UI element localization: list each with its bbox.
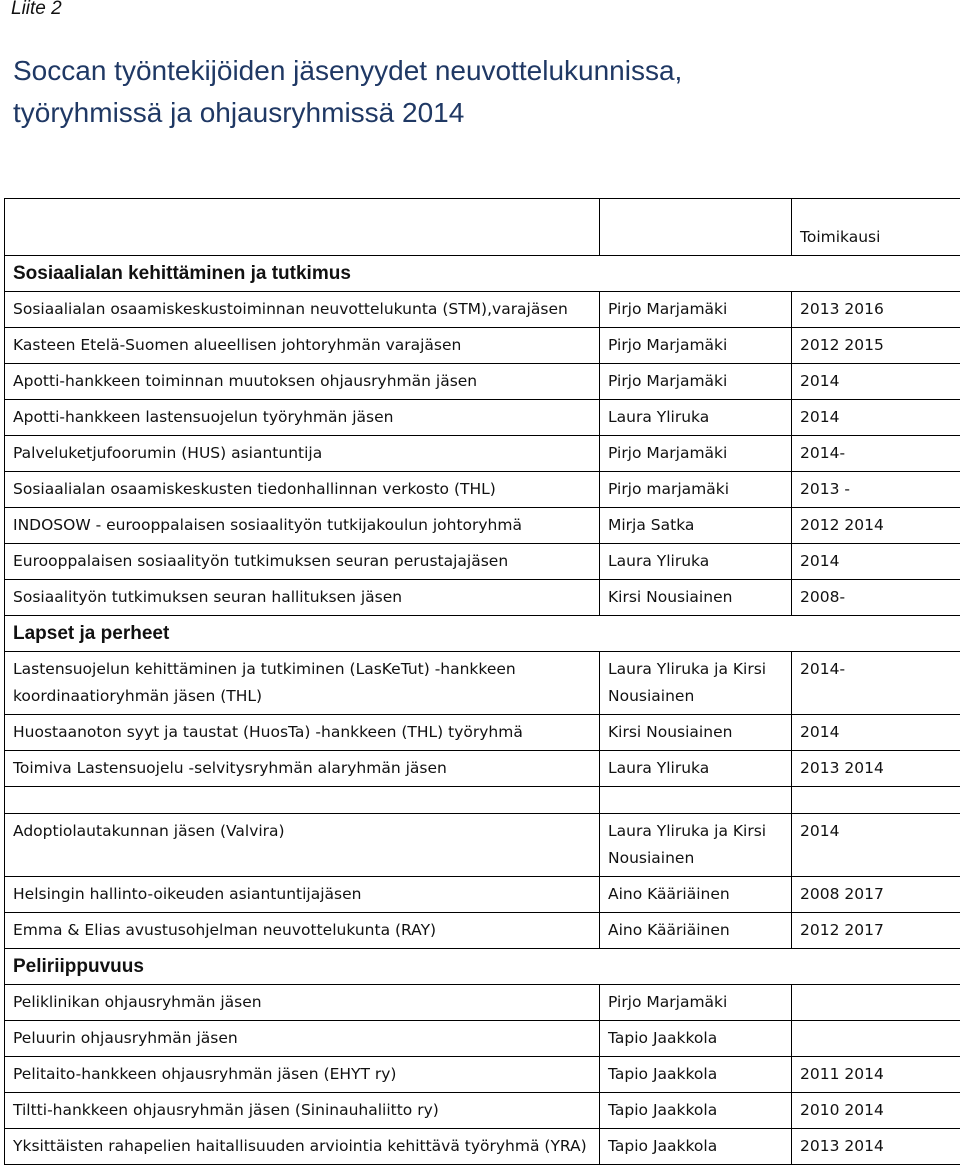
task-cell: Huostaanoton syyt ja taustat (HuosTa) -hankkeen (THL) työryhmä bbox=[5, 715, 600, 751]
period-cell: 2008- bbox=[792, 580, 960, 616]
task-cell: Palveluketjufoorumin (HUS) asiantuntija bbox=[5, 436, 600, 472]
period-cell: 2014 bbox=[792, 715, 960, 751]
period-cell: 2014- bbox=[792, 652, 960, 715]
table-row bbox=[5, 508, 960, 544]
period-cell: 2013 2014 bbox=[792, 751, 960, 787]
table-row bbox=[5, 472, 960, 508]
person-cell: Kirsi Nousiainen bbox=[600, 715, 792, 751]
title-line-1: Soccan työntekijöiden jäsenyydet neuvottelukunnissa, bbox=[13, 55, 682, 86]
page-title bbox=[13, 50, 682, 134]
task-cell: Lastensuojelun kehittäminen ja tutkiminen (LasKeTut) -hankkeen koordinaatioryhmän jäsen (THL) bbox=[5, 652, 600, 715]
task-cell: Emma & Elias avustusohjelman neuvottelukunta (RAY) bbox=[5, 913, 600, 949]
period-cell: 2012 2015 bbox=[792, 328, 960, 364]
period-cell: 2013 - bbox=[792, 472, 960, 508]
period-cell: 2008 2017 bbox=[792, 877, 960, 913]
table-row bbox=[5, 913, 960, 949]
person-cell: Pirjo marjamäki bbox=[600, 472, 792, 508]
table-row bbox=[5, 985, 960, 1021]
period-cell bbox=[792, 985, 960, 1021]
task-cell: Helsingin hallinto-oikeuden asiantuntijajäsen bbox=[5, 877, 600, 913]
period-cell: 2014 bbox=[792, 814, 960, 877]
person-cell: Pirjo Marjamäki bbox=[600, 328, 792, 364]
person-cell: Laura Yliruka bbox=[600, 751, 792, 787]
table-row bbox=[5, 544, 960, 580]
task-cell: INDOSOW - eurooppalaisen sosiaalityön tutkijakoulun johtoryhmä bbox=[5, 508, 600, 544]
table-row bbox=[5, 1057, 960, 1093]
table-row bbox=[5, 877, 960, 913]
task-cell: Kasteen Etelä-Suomen alueellisen johtoryhmän varajäsen bbox=[5, 328, 600, 364]
table-row bbox=[5, 751, 960, 787]
person-cell: Pirjo Marjamäki bbox=[600, 364, 792, 400]
table-row bbox=[5, 292, 960, 328]
period-cell: 2014 bbox=[792, 364, 960, 400]
person-cell: Laura Yliruka bbox=[600, 400, 792, 436]
period-cell: 2012 2017 bbox=[792, 913, 960, 949]
person-cell: Tapio Jaakkola bbox=[600, 1021, 792, 1057]
person-cell: Pirjo Marjamäki bbox=[600, 985, 792, 1021]
table-row bbox=[5, 1093, 960, 1129]
title-line-2: työryhmissä ja ohjausryhmissä 2014 bbox=[13, 97, 464, 128]
task-cell: Pelitaito-hankkeen ohjausryhmän jäsen (EHYT ry) bbox=[5, 1057, 600, 1093]
period-cell: 2014 bbox=[792, 400, 960, 436]
task-cell: Sosiaalialan osaamiskeskustoiminnan neuvottelukunta (STM),varajäsen bbox=[5, 292, 600, 328]
table-row bbox=[5, 1021, 960, 1057]
table-row bbox=[5, 400, 960, 436]
section-heading-row bbox=[5, 256, 960, 292]
section-heading: Peliriippuvuus bbox=[5, 949, 960, 985]
period-cell: 2013 2014 bbox=[792, 1129, 960, 1165]
person-cell: Laura Yliruka ja Kirsi Nousiainen bbox=[600, 652, 792, 715]
task-cell: Sosiaalialan osaamiskeskusten tiedonhallinnan verkosto (THL) bbox=[5, 472, 600, 508]
task-cell: Apotti-hankkeen lastensuojelun työryhmän jäsen bbox=[5, 400, 600, 436]
section-heading-row bbox=[5, 949, 960, 985]
period-cell: 2010 2014 bbox=[792, 1093, 960, 1129]
person-cell: Kirsi Nousiainen bbox=[600, 580, 792, 616]
person-cell: Laura Yliruka bbox=[600, 544, 792, 580]
task-cell: Peliklinikan ohjausryhmän jäsen bbox=[5, 985, 600, 1021]
table-row bbox=[5, 580, 960, 616]
person-cell: Mirja Satka bbox=[600, 508, 792, 544]
person-cell: Laura Yliruka ja Kirsi Nousiainen bbox=[600, 814, 792, 877]
task-cell: Adoptiolautakunnan jäsen (Valvira) bbox=[5, 814, 600, 877]
period-cell: 2012 2014 bbox=[792, 508, 960, 544]
person-cell: Pirjo Marjamäki bbox=[600, 436, 792, 472]
table-row bbox=[5, 328, 960, 364]
period-cell bbox=[792, 1021, 960, 1057]
task-cell: Toimiva Lastensuojelu -selvitysryhmän alaryhmän jäsen bbox=[5, 751, 600, 787]
section-heading-row bbox=[5, 616, 960, 652]
task-cell: Apotti-hankkeen toiminnan muutoksen ohjausryhmän jäsen bbox=[5, 364, 600, 400]
membership-table bbox=[4, 198, 960, 1165]
section-heading: Lapset ja perheet bbox=[5, 616, 960, 652]
period-cell: 2011 2014 bbox=[792, 1057, 960, 1093]
spacer-row bbox=[5, 787, 960, 814]
task-cell: Eurooppalaisen sosiaalityön tutkimuksen seuran perustajajäsen bbox=[5, 544, 600, 580]
table-row bbox=[5, 652, 960, 715]
section-heading: Sosiaalialan kehittäminen ja tutkimus bbox=[5, 256, 960, 292]
task-cell: Peluurin ohjausryhmän jäsen bbox=[5, 1021, 600, 1057]
table-row bbox=[5, 1129, 960, 1165]
table-row bbox=[5, 436, 960, 472]
task-cell: Tiltti-hankkeen ohjausryhmän jäsen (Sininauhaliitto ry) bbox=[5, 1093, 600, 1129]
person-cell: Aino Kääriäinen bbox=[600, 877, 792, 913]
person-cell: Tapio Jaakkola bbox=[600, 1057, 792, 1093]
table-row bbox=[5, 364, 960, 400]
period-cell: 2014 bbox=[792, 544, 960, 580]
table-row bbox=[5, 715, 960, 751]
header-period: Toimikausi bbox=[792, 199, 960, 256]
person-cell: Pirjo Marjamäki bbox=[600, 292, 792, 328]
appendix-label: Liite 2 bbox=[11, 0, 62, 20]
person-cell: Tapio Jaakkola bbox=[600, 1093, 792, 1129]
period-cell: 2013 2016 bbox=[792, 292, 960, 328]
table-row bbox=[5, 814, 960, 877]
task-cell: Sosiaalityön tutkimuksen seuran hallituksen jäsen bbox=[5, 580, 600, 616]
period-cell: 2014- bbox=[792, 436, 960, 472]
task-cell: Yksittäisten rahapelien haitallisuuden arviointia kehittävä työryhmä (YRA) bbox=[5, 1129, 600, 1165]
person-cell: Aino Kääriäinen bbox=[600, 913, 792, 949]
person-cell: Tapio Jaakkola bbox=[600, 1129, 792, 1165]
header-row bbox=[5, 199, 960, 256]
